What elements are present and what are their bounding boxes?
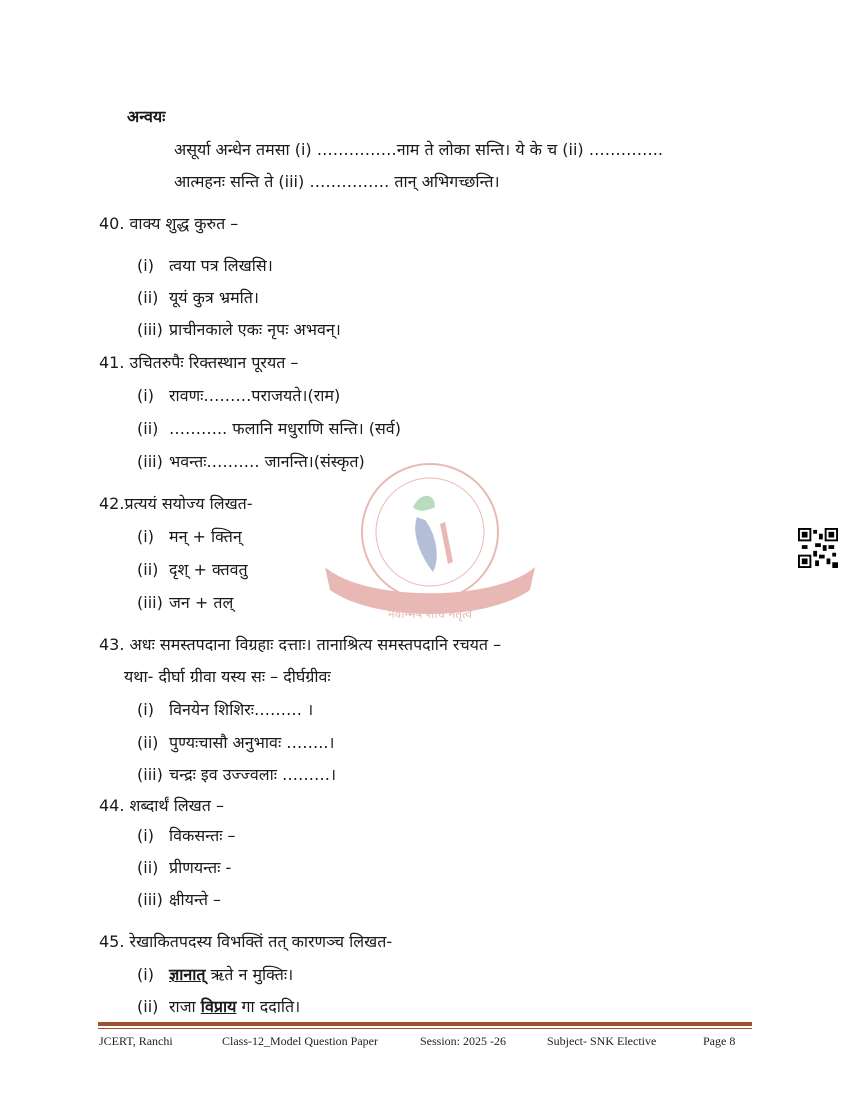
item-number: (iii) <box>137 593 163 612</box>
item-number: (ii) <box>137 288 159 307</box>
q41-item-1 <box>137 384 340 406</box>
q42-item-1 <box>137 525 242 547</box>
item-text: मन् + क्तिन् <box>169 527 242 546</box>
question-40-title: 40. वाक्य शुद्ध कुरुत – <box>99 214 239 233</box>
item-text-before: राजा <box>169 997 201 1016</box>
item-number: (i) <box>137 386 154 405</box>
item-text: दृश् + क्तवतु <box>169 560 248 579</box>
item-text: रावणः………पराजयते।(राम) <box>169 386 341 405</box>
item-text: यूयं कुत्र भ्रमति। <box>169 288 259 307</box>
footer-paper: Class-12_Model Question Paper <box>222 1034 378 1048</box>
item-number: (ii) <box>137 858 159 877</box>
q43-item-2 <box>137 731 335 753</box>
item-number: (i) <box>137 527 154 546</box>
q44-item-2 <box>137 856 231 878</box>
footer-rule-thin <box>98 1028 752 1029</box>
item-text: प्रीणयन्तः - <box>169 858 232 877</box>
item-number: (i) <box>137 700 154 719</box>
question-45-title: 45. रेखाकितपदस्य विभक्तिं तत् कारणञ्च लिखत- <box>99 932 393 951</box>
anvaya-line-1: असूर्या अन्धेन तमसा (i) ……………नाम ते लोका सन्ति। ये के च (ii) ………….. <box>174 140 663 159</box>
question-44-title: 44. शब्दार्थं लिखत – <box>99 796 224 815</box>
q43-example: यथा- दीर्घा ग्रीवा यस्य सः – दीर्घग्रीवः <box>124 667 331 686</box>
item-text: प्राचीनकाले एकः नृपः अभवन्। <box>169 320 341 339</box>
q41-item-2 <box>137 417 401 439</box>
item-text: ……….. फलानि मधुराणि सन्ति। (सर्व) <box>169 419 401 438</box>
item-number: (iii) <box>137 320 163 339</box>
item-number: (i) <box>137 256 154 275</box>
q42-item-2 <box>137 558 248 580</box>
question-43-title: 43. अधः समस्तपदाना विग्रहाः दत्ताः। तानाश्रित्य समस्तपदानि रचयत – <box>99 635 502 654</box>
q44-item-1 <box>137 824 236 846</box>
qr-code-icon[interactable] <box>798 528 838 568</box>
item-text: क्षीयन्ते – <box>169 890 222 909</box>
item-text: विनयेन शिशिरः……… । <box>169 700 314 719</box>
underlined-word: विप्राय <box>200 997 237 1016</box>
anvaya-heading: अन्वयः <box>127 107 166 126</box>
anvaya-line-2: आत्महनः सन्ति ते (iii) …………… तान् अभिगच्छन्ति। <box>174 172 500 191</box>
item-number: (ii) <box>137 560 159 579</box>
item-number: (iii) <box>137 890 163 909</box>
q44-item-3 <box>137 888 221 910</box>
item-text: पुण्यःचासौ अनुभावः ……..। <box>169 733 335 752</box>
item-number: (iii) <box>137 765 163 784</box>
q41-item-3 <box>137 450 365 472</box>
q40-item-2 <box>137 286 259 308</box>
question-42-title: 42.प्रत्ययं सयोज्य लिखत- <box>99 494 253 513</box>
item-text-after: गा ददाति। <box>236 997 301 1016</box>
question-41-title: 41. उचितरुपैः रिक्तस्थान पूरयत – <box>99 353 299 372</box>
footer-page-number: Page 8 <box>703 1034 736 1048</box>
item-number: (i) <box>137 826 154 845</box>
item-text: विकसन्तः – <box>169 826 236 845</box>
item-number: (ii) <box>137 997 159 1016</box>
footer-session: Session: 2025 -26 <box>420 1034 507 1048</box>
item-number: (ii) <box>137 419 159 438</box>
item-text: चन्द्रः इव उज्ज्वलाः ………। <box>169 765 337 784</box>
footer-subject: Subject- SNK Elective <box>547 1034 657 1048</box>
q45-item-1 <box>137 963 293 985</box>
q43-item-1 <box>137 698 313 720</box>
item-number: (i) <box>137 965 154 984</box>
q45-item-2 <box>137 995 300 1017</box>
item-text-after: ऋते न मुक्तिः। <box>205 965 294 984</box>
q43-item-3 <box>137 763 336 785</box>
item-number: (ii) <box>137 733 159 752</box>
underlined-word: ज्ञानात् <box>169 965 206 984</box>
item-text: जन + तल् <box>169 593 234 612</box>
item-text: भवन्तः………. जानन्ति।(संस्कृत) <box>169 452 365 471</box>
item-number: (iii) <box>137 452 163 471</box>
q40-item-1 <box>137 254 273 276</box>
footer-org: JCERT, Ranchi <box>99 1034 173 1048</box>
footer-rule-thick <box>98 1022 752 1026</box>
q42-item-3 <box>137 591 233 613</box>
item-text: त्वया पत्र लिखसि। <box>169 256 273 275</box>
svg-text:नवोन्मेष शोध नेतृत्व: नवोन्मेष शोध नेतृत्व <box>388 607 472 621</box>
jcert-watermark-logo <box>325 462 535 642</box>
q40-item-3 <box>137 318 341 340</box>
